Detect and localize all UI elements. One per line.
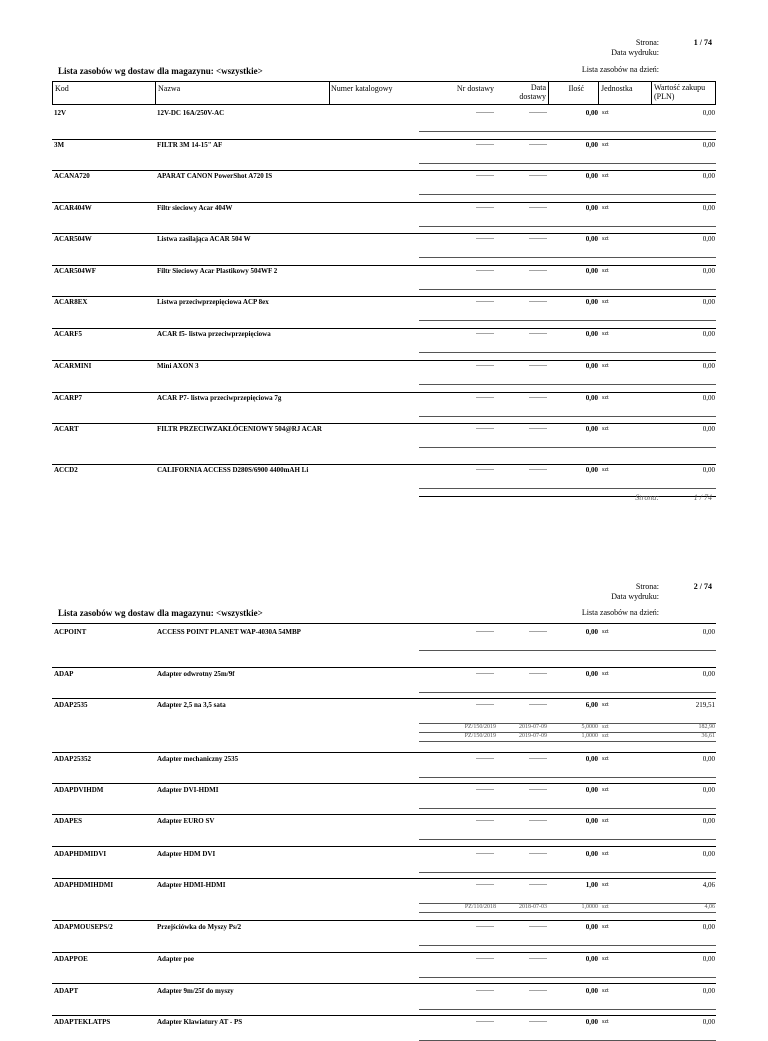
row-kod: 3M	[54, 141, 65, 149]
sub-wartosc: 36,61	[701, 733, 715, 739]
row-nazwa: APARAT CANON PowerShot A720 IS	[157, 172, 273, 180]
row-data-dostawy: ---------	[529, 924, 547, 930]
row-wartosc: 0,00	[702, 850, 715, 858]
row-wartosc: 0,00	[702, 466, 715, 474]
row-divider	[419, 447, 716, 448]
report-title: Lista zasobów wg dostaw dla magazynu: <wszystkie>	[58, 66, 263, 76]
row-wartosc: 0,00	[702, 109, 715, 117]
row-ilosc: 0,00	[585, 235, 598, 243]
row-ilosc: 0,00	[585, 141, 598, 149]
row-kod: ADAPDVIHDM	[54, 786, 104, 794]
row-kod: ACAR8EX	[54, 298, 88, 306]
row-nr-dostawy: ---------	[476, 756, 494, 762]
row-nazwa: Filtr sieciowy Acar 404W	[157, 204, 233, 212]
row-nr-dostawy: ---------	[476, 787, 494, 793]
row-wartosc: 0,00	[702, 817, 715, 825]
row-nr-dostawy: ---------	[476, 236, 494, 242]
row-divider	[419, 257, 716, 258]
row-jednostka: szt	[602, 756, 609, 762]
row-jednostka: szt	[602, 363, 609, 369]
strona-label: Strona:	[635, 38, 659, 47]
row-nr-dostawy: ---------	[476, 882, 494, 888]
row-nr-dostawy: ---------	[476, 467, 494, 473]
row-nr-dostawy: ---------	[476, 988, 494, 994]
row-wartosc: 0,00	[702, 298, 715, 306]
col-wartosc-zakupu: Wartość zakupu (PLN)	[654, 83, 706, 101]
row-data-dostawy: ---------	[529, 299, 547, 305]
row-wartosc: 0,00	[702, 172, 715, 180]
row-divider	[419, 226, 716, 227]
row-divider	[52, 952, 716, 953]
row-kod: ACCD2	[54, 466, 78, 474]
row-data-dostawy: ---------	[529, 173, 547, 179]
row-divider	[52, 265, 716, 266]
row-wartosc: 0,00	[702, 204, 715, 212]
row-data-dostawy: ---------	[529, 956, 547, 962]
row-wartosc: 0,00	[702, 267, 715, 275]
row-nr-dostawy: ---------	[476, 924, 494, 930]
sub-nr-dostawy: PZ/150/2019	[464, 733, 496, 739]
col-data-dostawy: Data dostawy	[519, 83, 546, 101]
sub-ilosc: 5,0000	[581, 724, 598, 730]
row-nr-dostawy: ---------	[476, 956, 494, 962]
row-ilosc: 0,00	[585, 425, 598, 433]
row-nr-dostawy: ---------	[476, 142, 494, 148]
row-nr-dostawy: ---------	[476, 426, 494, 432]
row-divider	[52, 667, 716, 668]
row-divider	[419, 384, 716, 385]
row-divider	[52, 698, 716, 699]
row-jednostka: szt	[602, 467, 609, 473]
sub-ilosc: 1,0000	[581, 904, 598, 910]
row-data-dostawy: ---------	[529, 236, 547, 242]
col-kod: Kod	[55, 84, 69, 93]
row-nazwa: Listwa zasilająca ACAR 504 W	[157, 235, 251, 243]
row-divider	[52, 814, 716, 815]
row-jednostka: szt	[602, 851, 609, 857]
row-divider	[52, 202, 716, 203]
row-nr-dostawy: ---------	[476, 173, 494, 179]
row-divider	[419, 839, 716, 840]
row-data-dostawy: ---------	[529, 787, 547, 793]
row-wartosc: 219,51	[695, 701, 715, 709]
row-kod: ACPOINT	[54, 628, 87, 636]
row-nr-dostawy: ---------	[476, 299, 494, 305]
row-jednostka: szt	[602, 110, 609, 116]
row-kod: ADAP25352	[54, 755, 91, 763]
row-jednostka: szt	[602, 299, 609, 305]
row-wartosc: 0,00	[702, 670, 715, 678]
row-nazwa: ACCESS POINT PLANET WAP-4030A 54MBP	[157, 628, 301, 636]
row-ilosc: 0,00	[585, 850, 598, 858]
row-jednostka: szt	[602, 956, 609, 962]
row-nazwa: Adapter poe	[157, 955, 195, 963]
row-jednostka: szt	[602, 924, 609, 930]
row-data-dostawy: ---------	[529, 395, 547, 401]
row-nr-dostawy: ---------	[476, 851, 494, 857]
row-divider	[419, 289, 716, 290]
row-data-dostawy: ---------	[529, 756, 547, 762]
row-divider	[419, 741, 716, 742]
footer-strona-value: 1 / 74	[693, 493, 712, 502]
row-data-dostawy: ---------	[529, 882, 547, 888]
row-kod: ACAR504WF	[54, 267, 96, 275]
row-kod: ADAP2535	[54, 701, 88, 709]
row-nazwa: Adapter 2,5 na 3,5 sata	[157, 701, 226, 709]
row-nazwa: Mini AXON 3	[157, 362, 199, 370]
row-kod: ADAPES	[54, 817, 83, 825]
row-nazwa: Adapter HDM DVI	[157, 850, 216, 858]
row-kod: ACARF5	[54, 330, 82, 338]
row-data-dostawy: ---------	[529, 331, 547, 337]
row-divider	[419, 163, 716, 164]
row-nazwa: Listwa przeciwprzepięciowa ACP 8ex	[157, 298, 269, 306]
row-divider	[52, 328, 716, 329]
row-wartosc: 0,00	[702, 141, 715, 149]
row-ilosc: 0,00	[585, 670, 598, 678]
row-ilosc: 0,00	[585, 298, 598, 306]
row-nr-dostawy: ---------	[476, 818, 494, 824]
row-kod: ACART	[54, 425, 79, 433]
row-ilosc: 0,00	[585, 394, 598, 402]
row-data-dostawy: ---------	[529, 110, 547, 116]
row-data-dostawy: ---------	[529, 426, 547, 432]
row-ilosc: 0,00	[585, 362, 598, 370]
row-divider	[52, 170, 716, 171]
col-nr-dostawy: Nr dostawy	[456, 84, 494, 93]
row-divider	[52, 878, 716, 879]
row-ilosc: 0,00	[585, 987, 598, 995]
row-divider	[419, 912, 716, 913]
row-ilosc: 6,00	[585, 701, 598, 709]
row-ilosc: 0,00	[585, 267, 598, 275]
row-kod: ACARMINI	[54, 362, 92, 370]
data-wydruku-label: Data wydruku:	[611, 48, 659, 57]
row-jednostka: szt	[602, 988, 609, 994]
row-wartosc: 0,00	[702, 987, 715, 995]
row-kod: ADAPMOUSEPS/2	[54, 923, 113, 931]
row-jednostka: szt	[602, 236, 609, 242]
row-nazwa: Filtr Sieciowy Acar Plastikowy 504WF 2	[157, 267, 278, 275]
footer-strona-label: Strona:	[635, 493, 659, 502]
lista-na-dzien-label: Lista zasobów na dzień:	[581, 65, 659, 74]
row-divider	[52, 233, 716, 234]
row-nazwa: Adapter odwrotny 25m/9f	[157, 670, 235, 678]
row-nazwa: CALIFORNIA ACCESS D280S/6900 4400mAH Li	[157, 466, 309, 474]
row-ilosc: 0,00	[585, 755, 598, 763]
row-jednostka: szt	[602, 787, 609, 793]
row-nr-dostawy: ---------	[476, 395, 494, 401]
row-kod: ADAPT	[54, 987, 79, 995]
row-wartosc: 0,00	[702, 923, 715, 931]
row-divider	[52, 464, 716, 465]
sub-jednostka: szt	[602, 724, 609, 730]
row-kod: ACANA720	[54, 172, 90, 180]
row-kod: ACARP7	[54, 394, 82, 402]
row-jednostka: szt	[602, 395, 609, 401]
row-jednostka: szt	[602, 426, 609, 432]
row-data-dostawy: ---------	[529, 671, 547, 677]
row-jednostka: szt	[602, 268, 609, 274]
row-kod: ADAPHDMIHDMI	[54, 881, 114, 889]
strona-value: 2 / 74	[693, 582, 712, 591]
row-data-dostawy: ---------	[529, 1019, 547, 1025]
row-divider	[419, 320, 716, 321]
row-jednostka: szt	[602, 702, 609, 708]
row-ilosc: 0,00	[585, 172, 598, 180]
row-jednostka: szt	[602, 331, 609, 337]
row-nr-dostawy: ---------	[476, 1019, 494, 1025]
row-wartosc: 0,00	[702, 425, 715, 433]
row-wartosc: 0,00	[702, 330, 715, 338]
row-divider	[419, 650, 716, 651]
row-wartosc: 0,00	[702, 786, 715, 794]
row-nazwa: 12V-DC 16A/250V-AC	[157, 109, 225, 117]
row-nazwa: Adapter EURO SV	[157, 817, 215, 825]
row-ilosc: 0,00	[585, 109, 598, 117]
row-nr-dostawy: ---------	[476, 268, 494, 274]
row-nazwa: Adapter HDMI-HDMI	[157, 881, 226, 889]
sub-data-dostawy: 2019-07-09	[519, 733, 547, 739]
row-divider	[52, 360, 716, 361]
row-wartosc: 0,00	[702, 955, 715, 963]
col-ilosc: Ilość	[568, 84, 584, 93]
row-nazwa: ACAR P7- listwa przeciwprzepięciowa 7g	[157, 394, 282, 402]
row-divider	[419, 692, 716, 693]
row-divider	[419, 977, 716, 978]
row-divider	[52, 423, 716, 424]
row-nazwa: Adapter 9m/25f do myszy	[157, 987, 234, 995]
row-nazwa: FILTR 3M 14-15" AF	[157, 141, 223, 149]
row-data-dostawy: ---------	[529, 363, 547, 369]
row-wartosc: 0,00	[702, 755, 715, 763]
row-jednostka: szt	[602, 818, 609, 824]
row-ilosc: 0,00	[585, 923, 598, 931]
row-ilosc: 0,00	[585, 817, 598, 825]
col-numer-katalogowy: Numer katalogowy	[331, 84, 393, 93]
row-divider	[419, 808, 716, 809]
row-wartosc: 0,00	[702, 628, 715, 636]
row-divider	[419, 777, 716, 778]
row-nazwa: Adapter Klawiatury AT - PS	[157, 1018, 243, 1026]
row-divider	[419, 416, 716, 417]
row-ilosc: 0,00	[585, 786, 598, 794]
row-divider	[52, 296, 716, 297]
row-divider	[419, 872, 716, 873]
report-title: Lista zasobów wg dostaw dla magazynu: <wszystkie>	[58, 608, 263, 618]
col-nazwa: Nazwa	[158, 84, 181, 93]
row-nr-dostawy: ---------	[476, 702, 494, 708]
row-ilosc: 0,00	[585, 1018, 598, 1026]
row-divider	[52, 752, 716, 753]
row-data-dostawy: ---------	[529, 818, 547, 824]
row-kod: ACAR404W	[54, 204, 92, 212]
row-kod: ADAP	[54, 670, 74, 678]
row-ilosc: 0,00	[585, 955, 598, 963]
row-wartosc: 0,00	[702, 394, 715, 402]
row-divider	[52, 983, 716, 984]
row-jednostka: szt	[602, 671, 609, 677]
row-divider	[52, 920, 716, 921]
sub-data-dostawy: 2018-07-03	[519, 904, 547, 910]
strona-label: Strona:	[635, 582, 659, 591]
strona-value: 1 / 74	[693, 38, 712, 47]
row-kod: ADAPPOE	[54, 955, 88, 963]
row-jednostka: szt	[602, 882, 609, 888]
lista-na-dzien-label: Lista zasobów na dzień:	[581, 608, 659, 617]
col-jednostka: Jednostka	[601, 84, 633, 93]
sub-ilosc: 1,0000	[581, 733, 598, 739]
row-divider	[52, 783, 716, 784]
row-kod: ADAPHDMIDVI	[54, 850, 107, 858]
row-ilosc: 0,00	[585, 330, 598, 338]
sub-wartosc: 182,90	[698, 724, 715, 730]
row-nr-dostawy: ---------	[476, 671, 494, 677]
sub-wartosc: 4,06	[704, 904, 715, 910]
row-nazwa: Adapter DVI-HDMI	[157, 786, 219, 794]
row-kod: ADAPTEKLATPS	[54, 1018, 111, 1026]
row-nr-dostawy: ---------	[476, 205, 494, 211]
row-divider	[419, 131, 716, 132]
row-data-dostawy: ---------	[529, 629, 547, 635]
row-nazwa: ACAR f5- listwa przeciwprzepięciowa	[157, 330, 271, 338]
sub-data-dostawy: 2019-07-09	[519, 724, 547, 730]
sub-nr-dostawy: PZ/110/2018	[464, 904, 496, 910]
row-wartosc: 0,00	[702, 235, 715, 243]
row-divider	[419, 352, 716, 353]
row-divider	[419, 488, 716, 489]
row-divider	[52, 392, 716, 393]
row-data-dostawy: ---------	[529, 205, 547, 211]
row-jednostka: szt	[602, 142, 609, 148]
row-wartosc: 0,00	[702, 1018, 715, 1026]
sub-jednostka: szt	[602, 904, 609, 910]
row-ilosc: 0,00	[585, 466, 598, 474]
row-data-dostawy: ---------	[529, 467, 547, 473]
data-wydruku-label: Data wydruku:	[611, 592, 659, 601]
row-kod: 12V	[54, 109, 67, 117]
row-nazwa: Adapter mechaniczny 2535	[157, 755, 239, 763]
row-nr-dostawy: ---------	[476, 110, 494, 116]
row-divider	[419, 1009, 716, 1010]
row-divider	[52, 1015, 716, 1016]
row-jednostka: szt	[602, 173, 609, 179]
row-data-dostawy: ---------	[529, 851, 547, 857]
row-ilosc: 0,00	[585, 628, 598, 636]
row-data-dostawy: ---------	[529, 988, 547, 994]
row-divider	[419, 945, 716, 946]
row-jednostka: szt	[602, 205, 609, 211]
row-jednostka: szt	[602, 1019, 609, 1025]
row-wartosc: 4,06	[702, 881, 715, 889]
row-nr-dostawy: ---------	[476, 363, 494, 369]
row-ilosc: 1,00	[585, 881, 598, 889]
sub-jednostka: szt	[602, 733, 609, 739]
row-data-dostawy: ---------	[529, 268, 547, 274]
row-kod: ACAR504W	[54, 235, 92, 243]
row-ilosc: 0,00	[585, 204, 598, 212]
row-wartosc: 0,00	[702, 362, 715, 370]
row-jednostka: szt	[602, 629, 609, 635]
row-data-dostawy: ---------	[529, 702, 547, 708]
row-nazwa: Przejściówka do Myszy Ps/2	[157, 923, 242, 931]
row-divider	[52, 139, 716, 140]
row-divider	[52, 846, 716, 847]
row-nr-dostawy: ---------	[476, 331, 494, 337]
row-nazwa: FILTR PRZECIWZAKŁÓCENIOWY 504@RJ ACAR	[157, 425, 322, 433]
row-data-dostawy: ---------	[529, 142, 547, 148]
row-nr-dostawy: ---------	[476, 629, 494, 635]
sub-nr-dostawy: PZ/150/2019	[464, 724, 496, 730]
row-divider	[419, 194, 716, 195]
